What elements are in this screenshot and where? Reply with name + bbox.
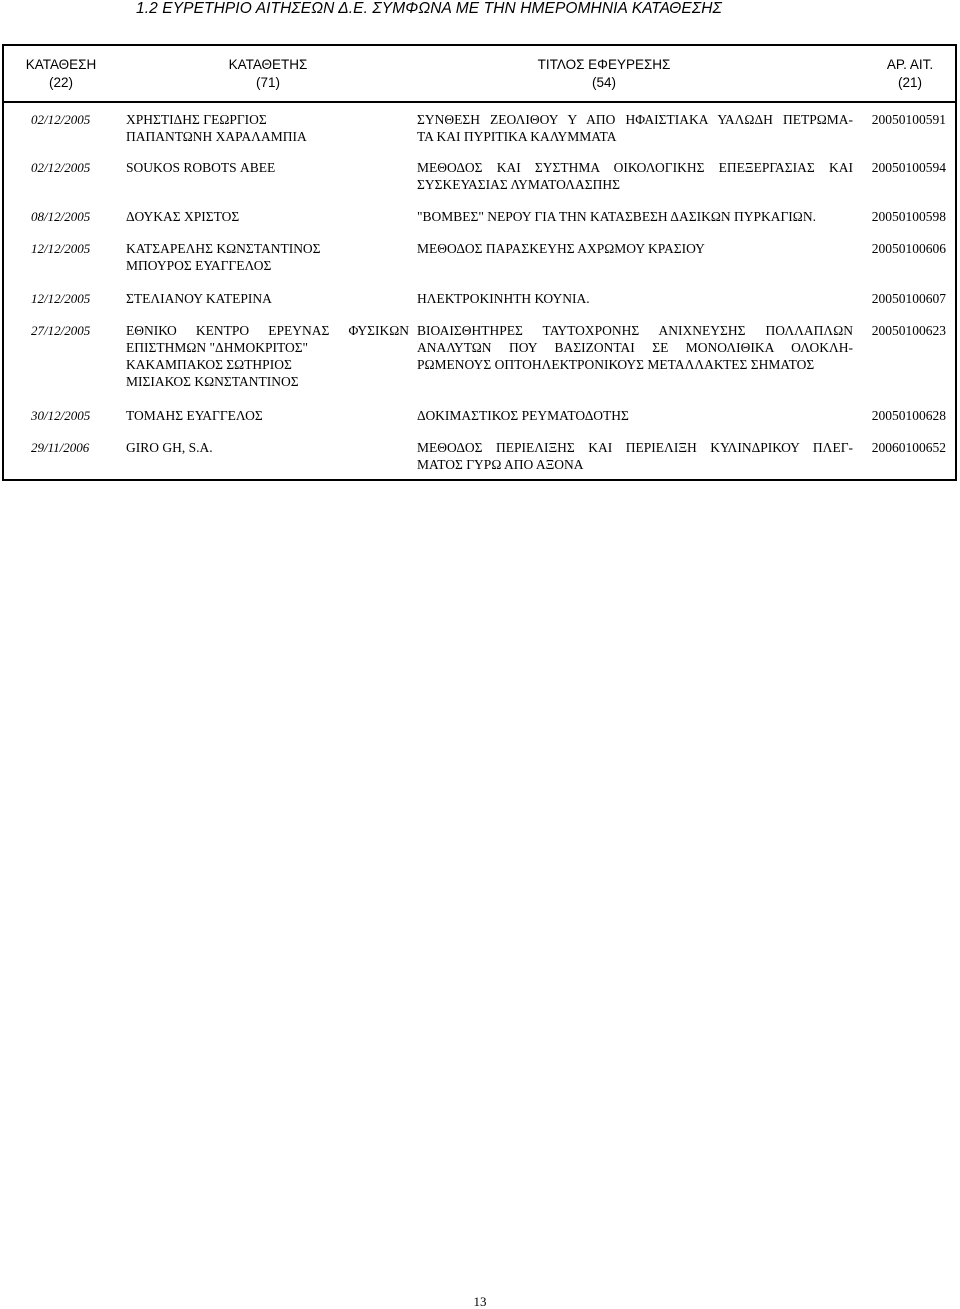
invention-title-line: ΤΑ ΚΑΙ ΠΥΡΙΤΙΚΑ ΚΑΛΥΜΜΑΤΑ: [417, 129, 617, 144]
header-applicant: [162, 56, 374, 92]
applicant-line: ΠΑΠΑΝΤΩΝΗ ΧΑΡΑΛΑΜΠΙΑ: [126, 129, 307, 144]
application-number: 20050100606: [871, 241, 946, 256]
invention-title-line: ΜΕΘΟΔΟΣ ΠΕΡΙΕΛΙΞΗΣ ΚΑΙ ΠΕΡΙΕΛΙΞΗ ΚΥΛΙΝΔΡΙΚΟΥ ΠΛΕΓ-: [417, 440, 853, 455]
application-number: 20050100607: [871, 291, 946, 306]
applicant-line: ΜΠΟΥΡΟΣ ΕΥΑΓΓΕΛΟΣ: [126, 258, 272, 273]
applicant: [126, 208, 409, 225]
applications-table: [2, 44, 957, 481]
header-code: (22): [48, 75, 73, 90]
header-filing-date: [8, 56, 114, 92]
invention-title-line: ΗΛΕΚΤΡΟΚΙΝΗΤΗ ΚΟΥΝΙΑ.: [417, 291, 590, 306]
invention-title-line: ΜΑΤΟΣ ΓΥΡΩ ΑΠΟ ΑΞΟΝΑ: [417, 457, 584, 472]
applicant-line: ΕΘΝΙΚΟ ΚΕΝΤΡΟ ΕΡΕΥΝΑΣ ΦΥΣΙΚΩΝ: [126, 323, 409, 338]
header-label: ΤΙΤΛΟΣ ΕΦΕΥΡΕΣΗΣ: [537, 57, 671, 72]
applicant: [126, 159, 409, 176]
filing-date: 27/12/2005: [31, 323, 91, 338]
filing-date: 30/12/2005: [31, 408, 91, 423]
invention-title-line: ΜΕΘΟΔΟΣ ΠΑΡΑΣΚΕΥΗΣ ΑΧΡΩΜΟΥ ΚΡΑΣΙΟΥ: [417, 241, 705, 256]
application-number: 20060100652: [871, 440, 946, 455]
header-invention-title: [454, 56, 754, 92]
application-number: 20050100598: [871, 209, 946, 224]
invention-title: [417, 322, 853, 373]
header-code: (71): [255, 75, 280, 90]
header-label: ΑΡ. ΑΙΤ.: [886, 57, 934, 72]
applicant-line: ΕΠΙΣΤΗΜΩΝ "ΔΗΜΟΚΡΙΤΟΣ": [126, 340, 309, 355]
invention-title: [417, 159, 853, 193]
invention-title: [417, 407, 853, 424]
applicant-line: ΔΟΥΚΑΣ ΧΡΙΣΤΟΣ: [126, 209, 240, 224]
applicant-line: SOUKOS ROBOTS ΑΒΕΕ: [126, 160, 276, 175]
applicant-line: ΜΙΣΙΑΚΟΣ ΚΩΝΣΤΑΝΤΙΝΟΣ: [126, 374, 299, 389]
application-number: 20050100594: [871, 160, 946, 175]
applicant: [126, 322, 409, 390]
applicant-line: ΚΑΤΣΑΡΕΛΗΣ ΚΩΝΣΤΑΝΤΙΝΟΣ: [126, 241, 321, 256]
filing-date: 08/12/2005: [31, 209, 91, 224]
invention-title: [417, 290, 853, 307]
header-code: (54): [591, 75, 616, 90]
header-application-number: [866, 56, 954, 92]
header-label: ΚΑΤΑΘΕΤΗΣ: [228, 57, 308, 72]
filing-date: 12/12/2005: [31, 291, 91, 306]
applicant: [126, 407, 409, 424]
document-title: 1.2 ΕΥΡΕΤΗΡΙΟ ΑΙΤΗΣΕΩΝ Δ.Ε. ΣΥΜΦΩΝΑ ΜΕ ΤΗΝ ΗΜΕΡΟΜΗΝΙΑ ΚΑΤΑΘΕΣΗΣ: [136, 0, 722, 17]
invention-title-line: ΑΝΑΛΥΤΩΝ ΠΟΥ ΒΑΣΙΖΟΝΤΑΙ ΣΕ ΜΟΝΟΛΙΘΙΚΑ ΟΛΟΚΛΗ-: [417, 340, 853, 355]
filing-date: 02/12/2005: [31, 160, 91, 175]
applicant: [126, 111, 409, 145]
applicant-line: ΣΤΕΛΙΑΝΟΥ ΚΑΤΕΡΙΝΑ: [126, 291, 272, 306]
invention-title-line: ΔΟΚΙΜΑΣΤΙΚΟΣ ΡΕΥΜΑΤΟΔΟΤΗΣ: [417, 408, 629, 423]
invention-title: [417, 208, 853, 225]
filing-date: 02/12/2005: [31, 112, 91, 127]
application-number: 20050100623: [871, 323, 946, 338]
applicant-line: GIRO GH, S.A.: [126, 440, 213, 455]
invention-title-line: ΒΙΟΑΙΣΘΗΤΗΡΕΣ ΤΑΥΤΟΧΡΟΝΗΣ ΑΝΙΧΝΕΥΣΗΣ ΠΟΛΛΑΠΛΩΝ: [417, 323, 853, 338]
applicant-line: ΤΟΜΑΗΣ ΕΥΑΓΓΕΛΟΣ: [126, 408, 263, 423]
invention-title: [417, 111, 853, 145]
invention-title-line: "ΒΟΜΒΕΣ" ΝΕΡΟΥ ΓΙΑ ΤΗΝ ΚΑΤΑΣΒΕΣΗ ΔΑΣΙΚΩΝ ΠΥΡΚΑΓΙΩΝ.: [417, 209, 816, 224]
invention-title-line: ΡΩΜΕΝΟΥΣ ΟΠΤΟΗΛΕΚΤΡΟΝΙΚΟΥΣ ΜΕΤΑΛΛΑΚΤΕΣ ΣΗΜΑΤΟΣ: [417, 357, 815, 372]
applicant-line: ΧΡΗΣΤΙΔΗΣ ΓΕΩΡΓΙΟΣ: [126, 112, 267, 127]
header-divider: [4, 101, 955, 103]
applicant-line: ΚΑΚΑΜΠΑΚΟΣ ΣΩΤΗΡΙΟΣ: [126, 357, 292, 372]
applicant: [126, 290, 409, 307]
applicant: [126, 240, 409, 274]
filing-date: 29/11/2006: [31, 440, 90, 455]
invention-title: [417, 240, 853, 257]
filing-date: 12/12/2005: [31, 241, 91, 256]
invention-title-line: ΜΕΘΟΔΟΣ ΚΑΙ ΣΥΣΤΗΜΑ ΟΙΚΟΛΟΓΙΚΗΣ ΕΠΕΞΕΡΓΑΣΙΑΣ ΚΑΙ: [417, 160, 853, 175]
page-number: 13: [473, 1294, 487, 1309]
header-code: (21): [897, 75, 922, 90]
header-label: ΚΑΤΑΘΕΣΗ: [25, 57, 97, 72]
application-number: 20050100591: [871, 112, 946, 127]
invention-title-line: ΣΥΝΘΕΣΗ ΖΕΟΛΙΘΟΥ Υ ΑΠΟ ΗΦΑΙΣΤΙΑΚΑ ΥΑΛΩΔΗ ΠΕΤΡΩΜΑ-: [417, 112, 853, 127]
invention-title: [417, 439, 853, 473]
application-number: 20050100628: [871, 408, 946, 423]
invention-title-line: ΣΥΣΚΕΥΑΣΙΑΣ ΛΥΜΑΤΟΛΑΣΠΗΣ: [417, 177, 620, 192]
applicant: [126, 439, 409, 456]
